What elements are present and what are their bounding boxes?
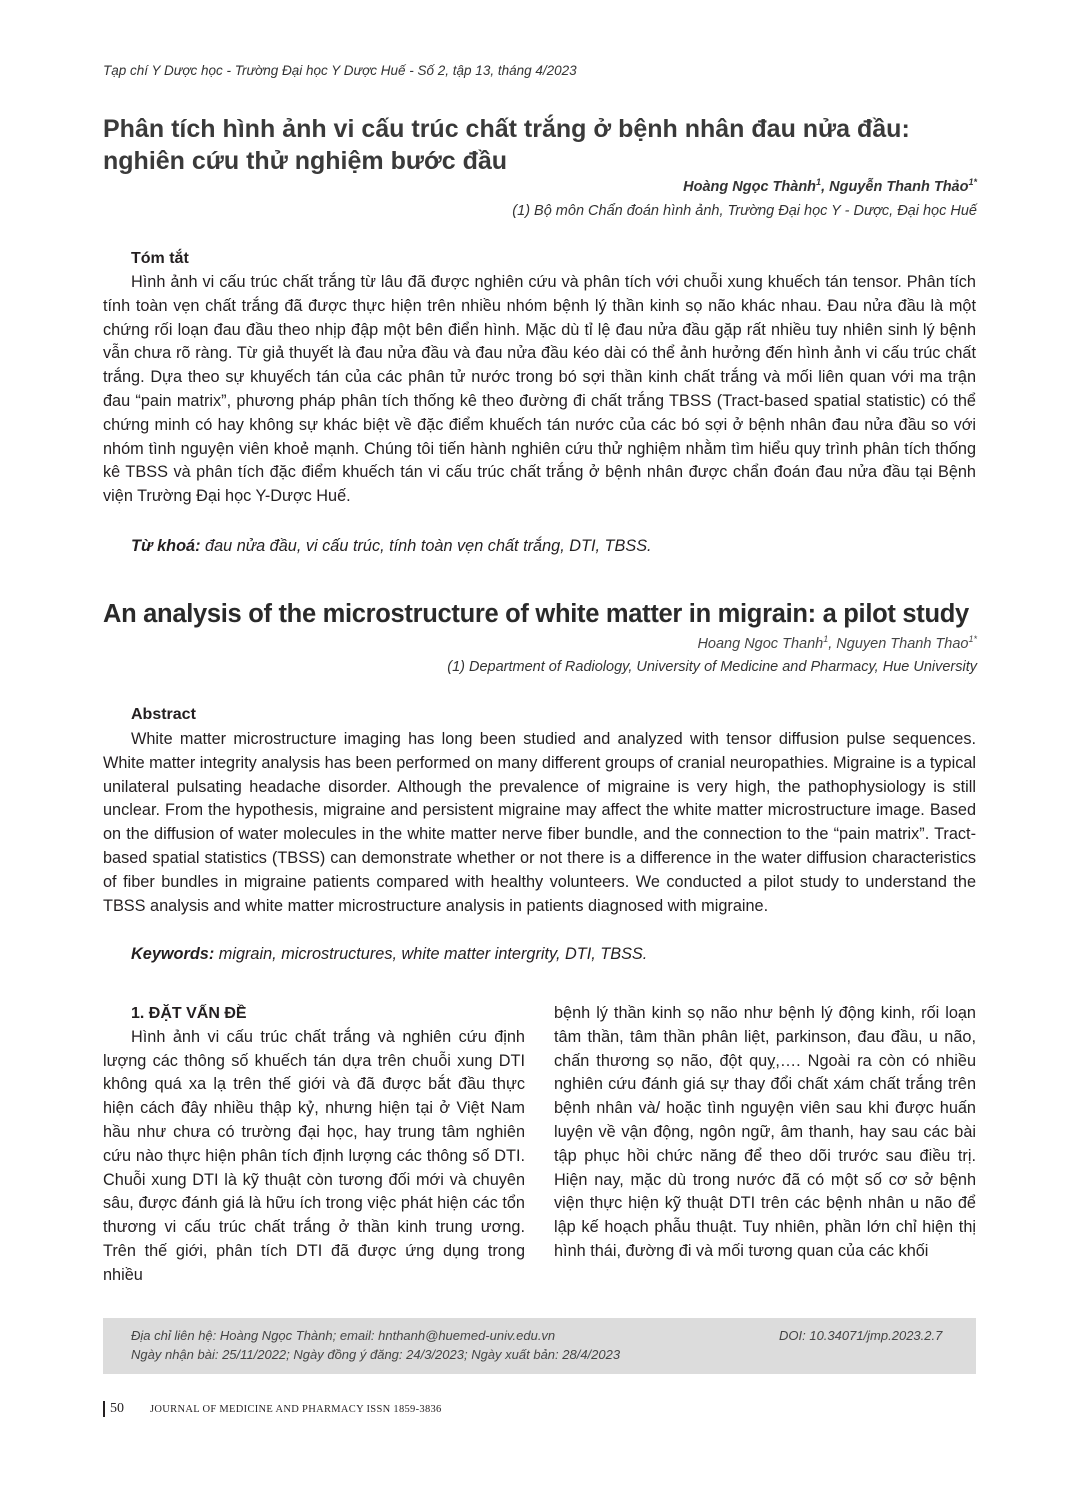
section1-heading: 1. ĐẶT VẤN ĐỀ [131, 1005, 247, 1022]
author-superscript: 1 [816, 177, 822, 187]
publication-dates-line: Ngày nhận bài: 25/11/2022; Ngày đồng ý đăng: 24/3/2023; Ngày xuất bản: 28/4/2023 [131, 1347, 621, 1362]
english-title: An analysis of the microstructure of white matter in migrain: a pilot study [103, 600, 969, 628]
keywords-label: Từ khoá: [131, 537, 201, 555]
contact-info [131, 1326, 620, 1364]
keywords-text: đau nửa đầu, vi cấu trúc, tính toàn vẹn chất trắng, DTI, TBSS. [200, 537, 652, 555]
vietnamese-abstract-heading: Tóm tắt [131, 250, 189, 267]
contact-email-line: Địa chỉ liên hệ: Hoàng Ngọc Thành; email: hnthanh@huemed-univ.edu.vn [131, 1328, 556, 1343]
author-separator: , [828, 635, 837, 652]
vietnamese-affiliation: (1) Bộ môn Chẩn đoán hình ảnh, Trường Đại học Y - Dược, Đại học Huế [512, 203, 977, 219]
body-column-left [103, 1002, 525, 1288]
english-authors [697, 634, 977, 652]
vietnamese-title-line2: nghiên cứu thử nghiệm bước đầu [103, 147, 508, 175]
author-separator: , [821, 178, 830, 195]
keywords-label: Keywords: [131, 945, 215, 963]
vietnamese-abstract [103, 271, 976, 509]
author-superscript: 1* [968, 177, 977, 187]
english-keywords [131, 945, 647, 964]
author-name: Hoang Ngoc Thanh [697, 635, 824, 652]
body-column-right [554, 1002, 976, 1264]
author-name: Nguyen Thanh Thao [836, 635, 969, 652]
english-abstract-heading: Abstract [131, 706, 196, 723]
keywords-text: migrain, microstructures, white matter intergrity, DTI, TBSS. [214, 945, 648, 963]
body-paragraph: Hình ảnh vi cấu trúc chất trắng và nghiên cứu định lượng các thông số khuếch tán dựa trên chuỗi xung DTI không quá xa lạ trên thế giới và đã được bắt đầu thực hiện cách đây nhiều thập kỷ, nhưng hiện tại ở Việt Nam hầu như chưa có trường đại học, hay trung tâm nghiên cứu nào thực hiện phân tích định lượng các thông số DTI. Chuỗi xung DTI là kỹ thuật còn tương đối mới và chuyên sâu, được đánh giá là hữu ích trong việc phát hiện các tổn thương vi cấu trúc chất trắng ở thần kinh trung ương. Trên thế giới, phân tích DTI đã được ứng dụng trong nhiều [103, 1027, 525, 1284]
author-superscript: 1* [968, 634, 977, 644]
vietnamese-keywords [131, 537, 652, 556]
journal-name-footer: JOURNAL OF MEDICINE AND PHARMACY ISSN 1859-3836 [150, 1404, 442, 1415]
doi-label: DOI: 10.34071/jmp.2023.2.7 [779, 1328, 943, 1343]
vietnamese-title [103, 113, 983, 177]
english-abstract [103, 728, 976, 918]
vietnamese-authors [683, 177, 977, 195]
vietnamese-title-line1: Phân tích hình ảnh vi cấu trúc chất trắng ở bệnh nhân đau nửa đầu: [103, 115, 910, 143]
author-superscript: 1 [823, 634, 829, 644]
english-affiliation: (1) Department of Radiology, University of Medicine and Pharmacy, Hue University [447, 659, 977, 675]
vietnamese-abstract-text: Hình ảnh vi cấu trúc chất trắng từ lâu đã được nghiên cứu và phân tích với chuỗi xung khuếch tán tensor. Phân tích tính toàn vẹn chất trắng đã được thực hiện trên nhiều nhóm bệnh lý thần kinh sọ não khác nhau. Đau nửa đầu là một chứng rối loạn đau đầu theo nhịp đập một bên điển hình. Mặc dù tỉ lệ đau nửa đầu gặp rất nhiều tuy nhiên sinh lý bệnh vẫn chưa rõ ràng. Từ giả thuyết là đau nửa đầu và đau nửa đầu kéo dài có thể ảnh hưởng đến hình ảnh vi cấu trúc chất trắng. Dựa theo sự khuyếch tán của các phân tử nước trong bó sợi thần kinh chất trắng và mối liên quan với ma trận đau “pain matrix”, phương pháp phân tích thống kê theo đường đi chất trắng TBSS (Tract-based spatial statistic) có thể chứng minh có hay không sự khác biệt về đặc điểm khuếch tán nước của các bó sợi ở bệnh nhân đau nửa đầu so với nhóm tình nguyện viên khoẻ mạnh. Chúng tôi tiến hành nghiên cứu thử nghiệm nhằm tìm hiểu quy trình phân tích thống kê TBSS và phân tích đặc điểm khuếch tán vi cấu trúc chất trắng ở bệnh nhân được chẩn đoán đau nửa đầu tại Bệnh viện Trường Đại học Y-Dược Huế. [103, 273, 976, 506]
page-divider-bar [103, 1401, 105, 1417]
page-number: 50 [110, 1401, 124, 1416]
journal-header: Tạp chí Y Dược học - Trường Đại học Y Dược Huế - Số 2, tập 13, tháng 4/2023 [103, 63, 577, 78]
author-name: Nguyễn Thanh Thảo [829, 178, 969, 195]
english-abstract-text: White matter microstructure imaging has long been studied and analyzed with tensor diffusion pulse sequences. White matter integrity analysis has been performed on many different groups of cranial neuropathies. Migraine is a typical unilateral pulsating headache disorder. Although the prevalence of migraine is very high, the pathophysiology is still unclear. From the hypothesis, migraine and persistent migraine may affect the white matter microstructure image. Based on the diffusion of water molecules in the white matter nerve fiber bundle, and the connection to the “pain matrix”. Tract-based spatial statistics (TBSS) can demonstrate whether or not there is a difference in the water diffusion characteristics of fiber bundles in migraine patients compared with healthy volunteers. We conducted a pilot study to understand the TBSS analysis and white matter microstructure analysis in patients diagnosed with migraine. [103, 730, 977, 915]
body-paragraph: bệnh lý thần kinh sọ não như bệnh lý động kinh, rối loạn tâm thần, tâm thần phân liệt, parkinson, đau đầu, u não, chấn thương sọ não, đột quỵ,…. Ngoài ra còn có nhiều nghiên cứu đánh giá sự thay đổi chất xám chất trắng trên bệnh nhân và/ hoặc tình nguyện viên sau khi được huấn luyện về vận động, ngôn ngữ, âm thanh, hay sau các bài tập phục hồi chức năng để theo dõi trước sau điều trị. Hiện nay, mặc dù trong nước đã có một số cơ sở bệnh viện thực hiện kỹ thuật DTI trên các bệnh nhân u não để lập kế hoạch phẫu thuật. Tuy nhiên, phần lớn chỉ hiện thị hình thái, đường đi và mối tương quan của các khối [554, 1004, 976, 1260]
author-name: Hoàng Ngọc Thành [683, 178, 817, 195]
